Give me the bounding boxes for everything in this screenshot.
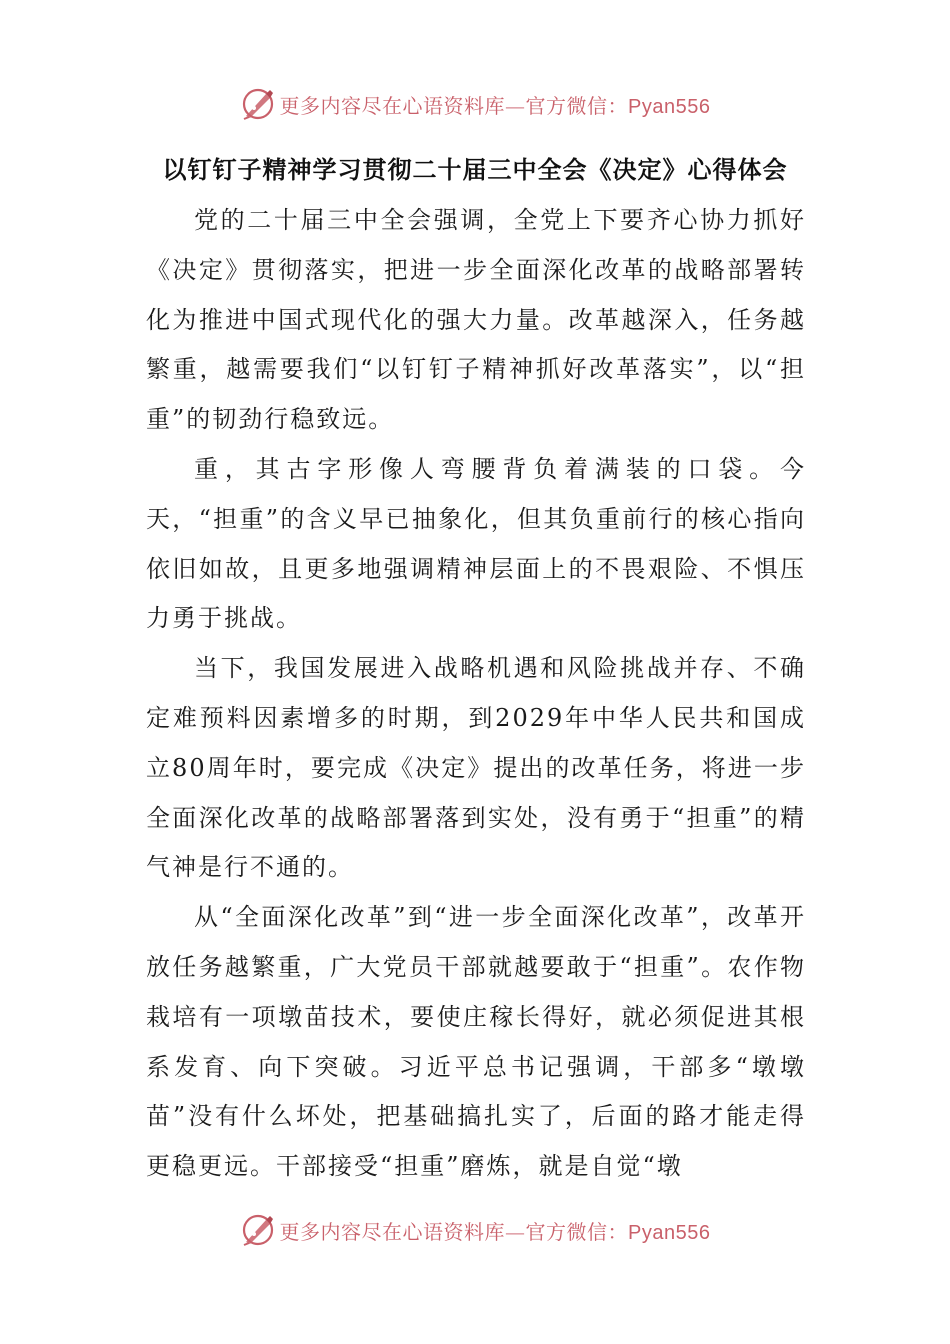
watermark-wechat-label: 官方微信： <box>525 1219 629 1244</box>
document-body <box>146 196 806 1192</box>
document-title: 以钉钉子精神学习贯彻二十届三中全会《决定》心得体会 <box>162 156 788 184</box>
watermark-wechat-label: 官方微信： <box>525 93 629 118</box>
pen-logo-icon <box>240 1212 276 1248</box>
paragraph-1: 党的二十届三中全会强调，全党上下要齐心协力抓好《决定》贯彻落实，把进一步全面深化改革的战略部署转化为推进中国式现代化的强大力量。改革越深入，任务越繁重，越需要我们“以钉钉子精神抓好改革落实”，以“担重”的韧劲行稳致远。 <box>146 206 806 434</box>
pen-logo-icon <box>240 86 276 122</box>
watermark-banner-bottom <box>0 1210 950 1250</box>
paragraph-2: 重，其古字形像人弯腰背负着满装的口袋。今天，“担重”的含义早已抽象化，但其负重前行的核心指向依旧如故，且更多地强调精神层面上的不畏艰险、不惧压力勇于挑战。 <box>146 454 806 633</box>
watermark-site-name: 更多内容尽在心语资料库 <box>279 93 506 118</box>
watermark-wechat-id: Pyan556 <box>628 1221 711 1244</box>
watermark-site-name: 更多内容尽在心语资料库 <box>279 1219 506 1244</box>
watermark-wechat-id: Pyan556 <box>628 95 711 118</box>
paragraph-3: 当下，我国发展进入战略机遇和风险挑战并存、不确定难预料因素增多的时期，到2029年中华人民共和国成立80周年时，要完成《决定》提出的改革任务，将进一步全面深化改革的战略部署落到实处，没有勇于“担重”的精气神是行不通的。 <box>146 654 806 882</box>
paragraph-4: 从“全面深化改革”到“进一步全面深化改革”，改革开放任务越繁重，广大党员干部就越要敢于“担重”。农作物栽培有一项墩苗技术，要使庄稼长得好，就必须促进其根系发育、向下突破。习近平总书记强调，干部多“墩墩苗”没有什么坏处，把基础搞扎实了，后面的路才能走得更稳更远。干部接受“担重”磨炼，就是自觉“墩 <box>146 903 806 1181</box>
watermark-text <box>280 90 711 119</box>
watermark-text <box>280 1216 711 1245</box>
watermark-separator: — <box>505 93 526 118</box>
watermark-banner-top <box>0 84 950 124</box>
watermark-separator: — <box>505 1219 526 1244</box>
